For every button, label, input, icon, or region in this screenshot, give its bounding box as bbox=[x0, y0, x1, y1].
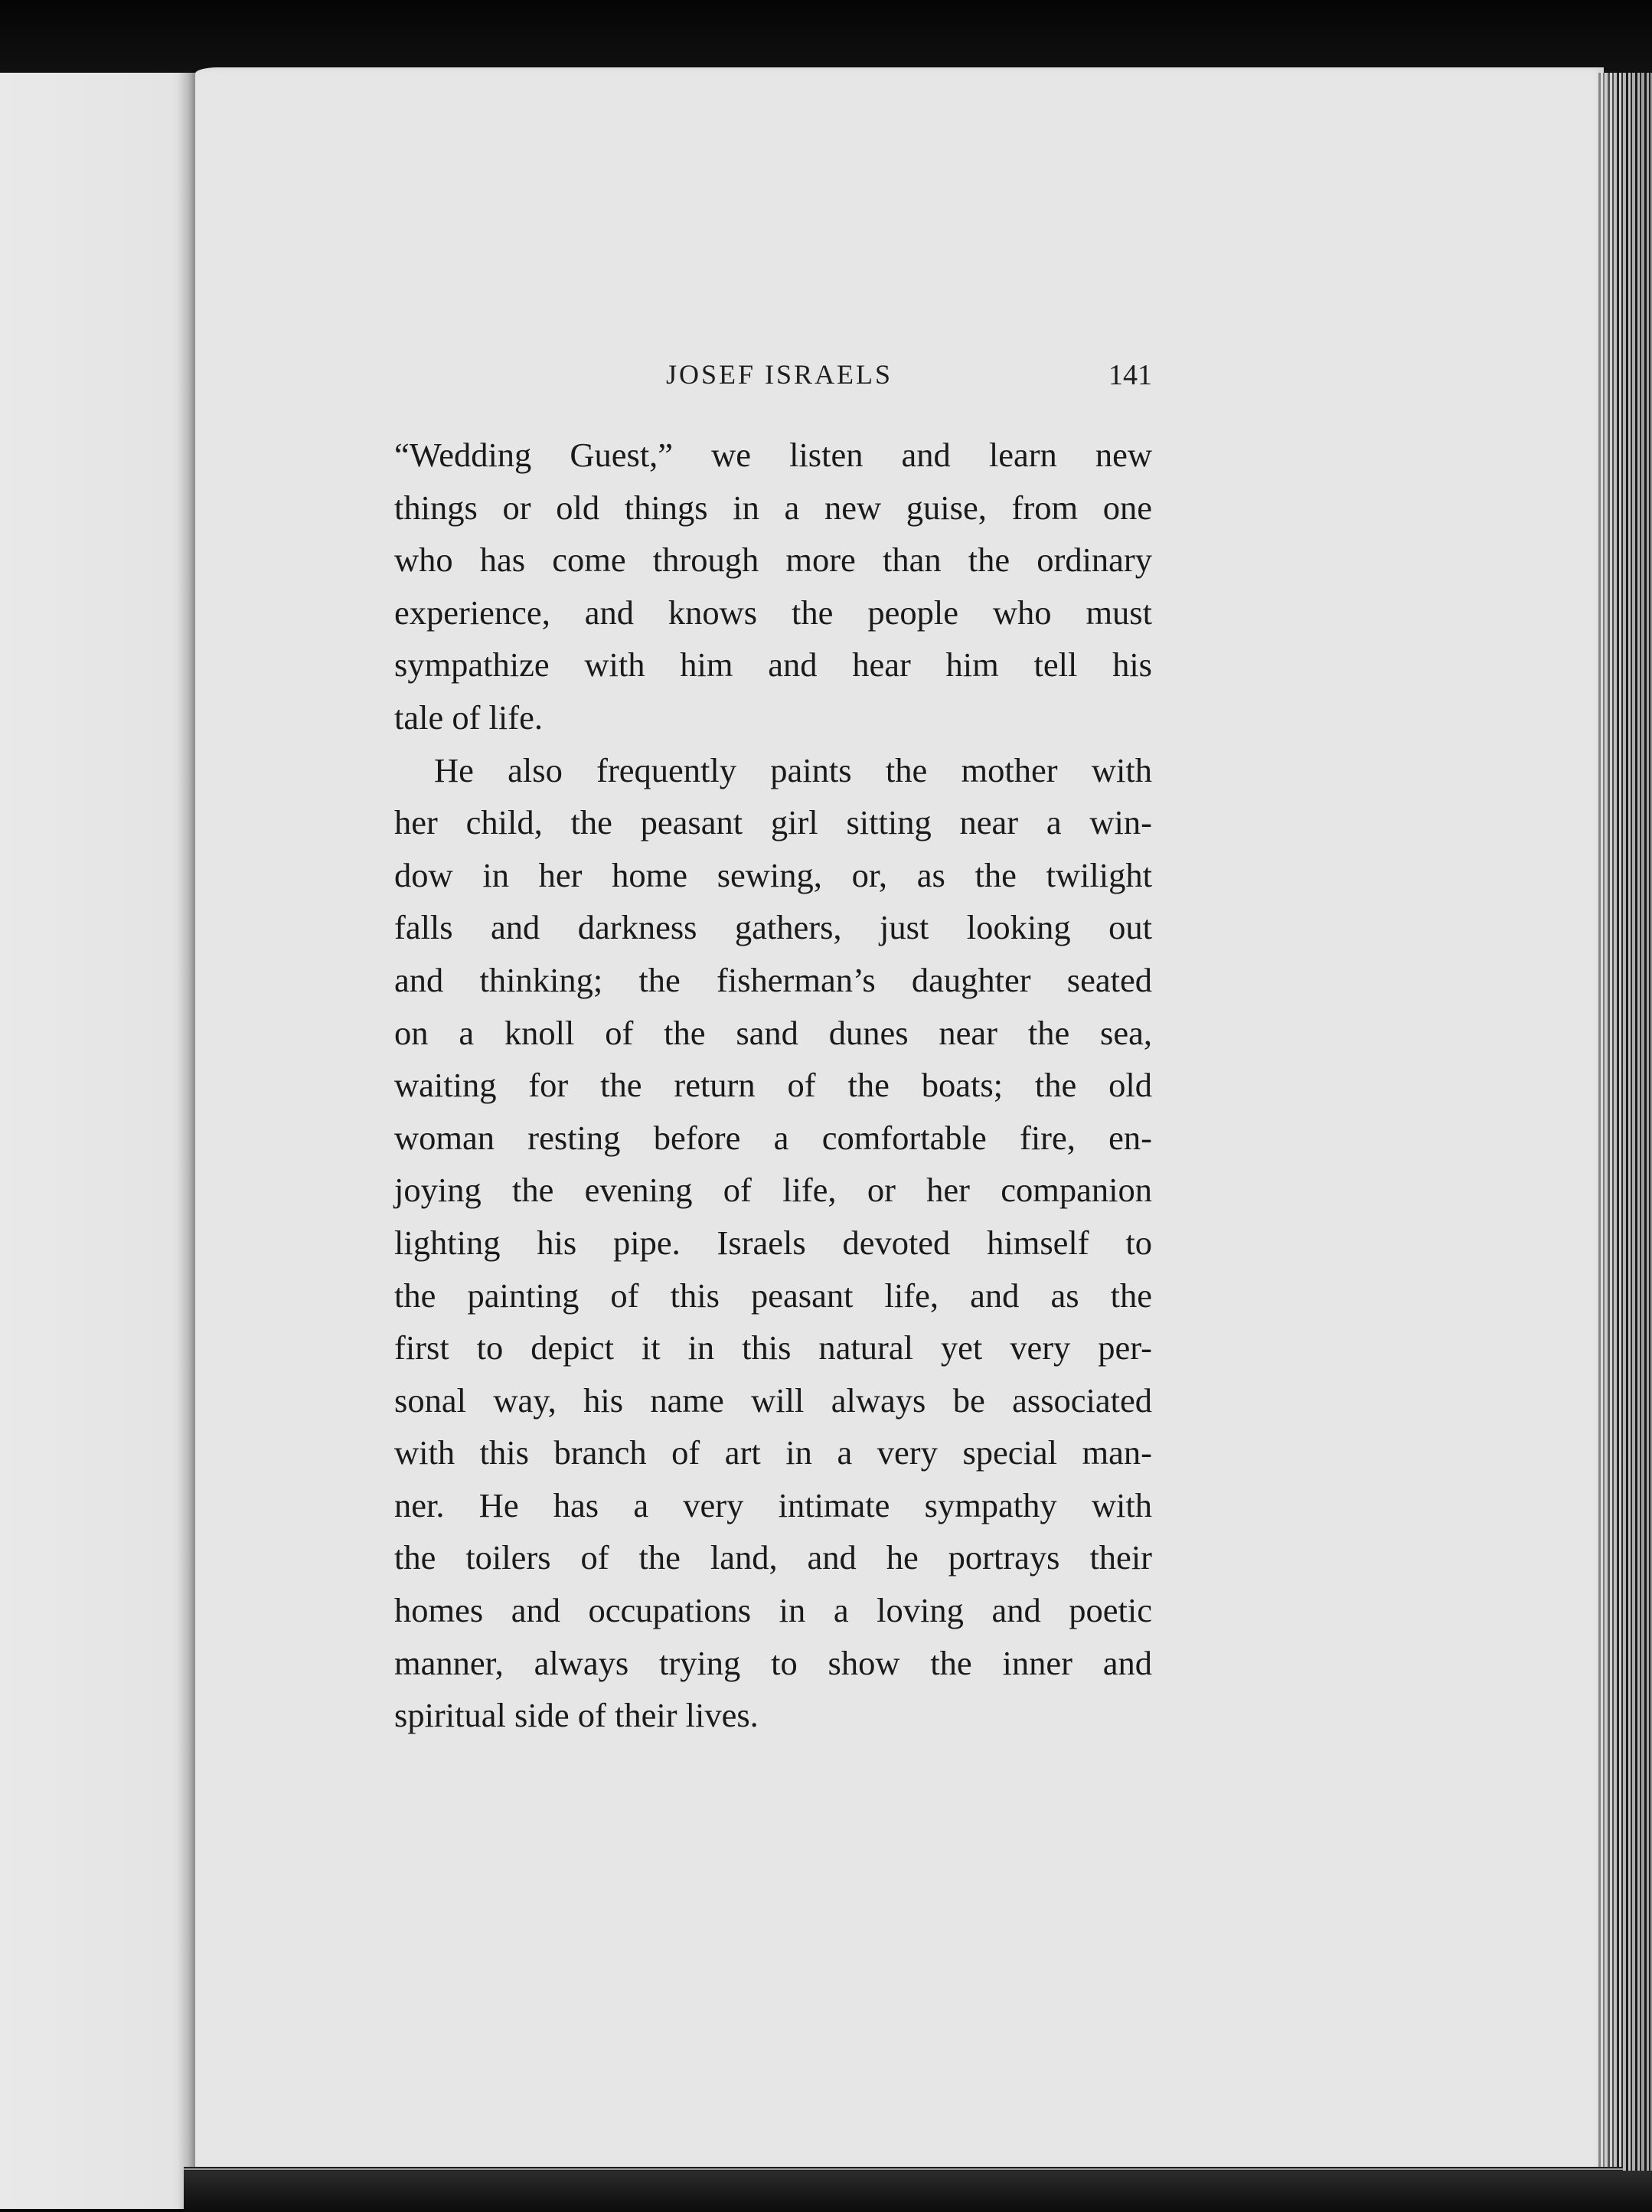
body-text bbox=[394, 429, 1152, 1742]
running-header bbox=[394, 352, 1152, 398]
text-line: waiting for the return of the boats; the old bbox=[394, 1066, 1152, 1105]
paragraph bbox=[394, 429, 1152, 744]
scanner-backdrop bbox=[0, 0, 1652, 73]
text-line: sonal way, his name will always be associated bbox=[394, 1380, 1152, 1420]
text-line: “Wedding Guest,” we listen and learn new bbox=[394, 436, 1152, 474]
facing-page-edge bbox=[0, 73, 195, 2209]
text-line: the toilers of the land, and he portrays their bbox=[394, 1538, 1152, 1577]
text-line: dow in her home sewing, or, as the twilight bbox=[394, 855, 1152, 894]
scanner-bottom-band bbox=[184, 2171, 1652, 2212]
text-line: homes and occupations in a loving and poetic bbox=[394, 1591, 1152, 1630]
text-line: first to depict it in this natural yet very per- bbox=[394, 1328, 1152, 1367]
text-line: joying the evening of life, or her companion bbox=[394, 1171, 1152, 1210]
text-line: things or old things in a new guise, from one bbox=[394, 488, 1152, 527]
text-line: manner, always trying to show the inner and bbox=[394, 1643, 1152, 1682]
text-line: and thinking; the fisherman’s daughter seated bbox=[394, 960, 1152, 999]
text-line: He also frequently paints the mother with bbox=[434, 750, 1152, 789]
text-line: spiritual side of their lives. bbox=[394, 1696, 759, 1735]
text-line: lighting his pipe. Israels devoted himself to bbox=[394, 1223, 1152, 1262]
text-line: her child, the peasant girl sitting near a win- bbox=[394, 803, 1152, 842]
text-line: sympathize with him and hear him tell his bbox=[394, 645, 1152, 685]
text-line: who has come through more than the ordinary bbox=[394, 541, 1152, 580]
text-line: the painting of this peasant life, and as the bbox=[394, 1276, 1152, 1315]
text-line: falls and darkness gathers, just looking out bbox=[394, 908, 1152, 947]
gutter-shadow bbox=[178, 73, 196, 2209]
book-fore-edge-shading bbox=[1598, 73, 1652, 2212]
text-line: tale of life. bbox=[394, 698, 543, 737]
text-line: woman resting before a comfortable fire, en- bbox=[394, 1118, 1152, 1157]
page-number: 141 bbox=[1108, 359, 1152, 391]
text-line: with this branch of art in a very special man- bbox=[394, 1433, 1152, 1472]
text-line: on a knoll of the sand dunes near the sea, bbox=[394, 1013, 1152, 1052]
running-header-title: JOSEF ISRAELS bbox=[666, 359, 893, 390]
text-line: ner. He has a very intimate sympathy with bbox=[394, 1485, 1152, 1524]
paragraph bbox=[394, 744, 1152, 1742]
text-line: experience, and knows the people who must bbox=[394, 593, 1152, 632]
